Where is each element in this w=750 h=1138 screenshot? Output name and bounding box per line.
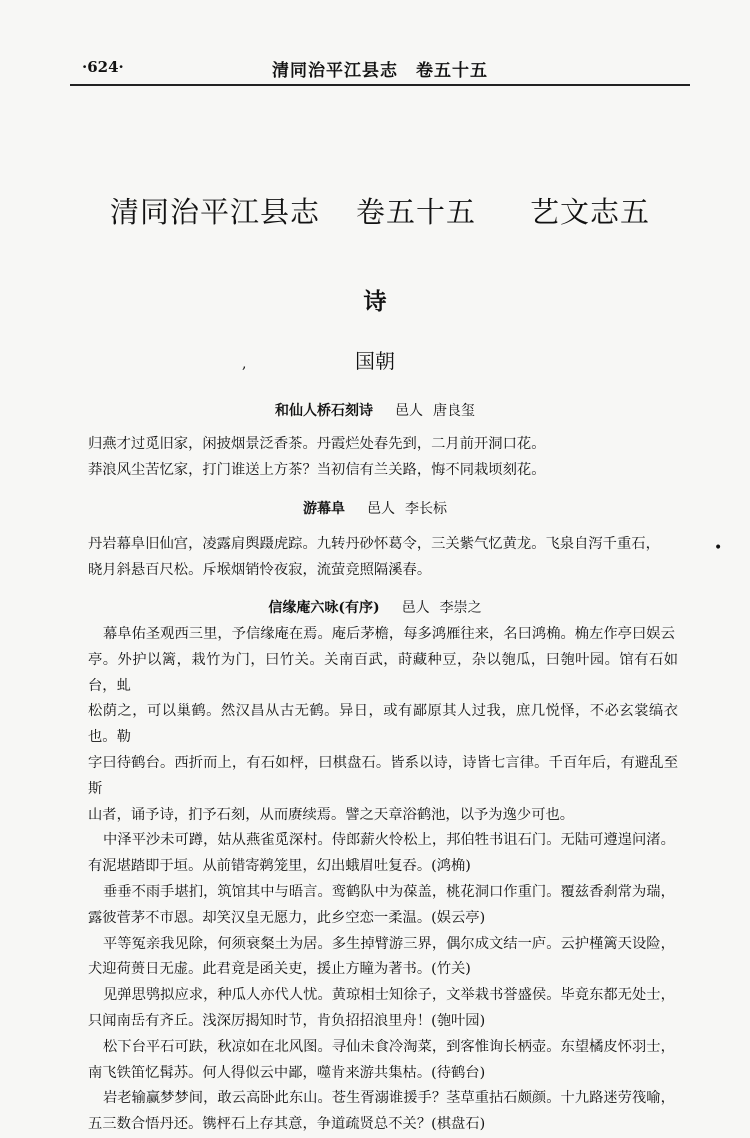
poem-line: 归燕才过觅旧家，闲披烟景泛香茶。丹霞烂处春先到，二月前开洞口花。 [88, 436, 546, 452]
poem-line: 丹岩幕阜旧仙宫，凌露肩舆蹑虎踪。九转丹砂怀葛令，三关紫气忆黄龙。飞泉自泻千重石， [88, 536, 660, 552]
poem-line: 晓月斜悬百尺松。斥堠烟销怜夜寂，流萤竞照隔溪春。 [88, 562, 432, 578]
verse-line: 松下台平石可趺，秋凉如在北风图。寻仙未食冷淘菜，到客惟询长柄壶。东望橘皮怀羽士， [103, 1038, 675, 1055]
verse-line: 有泥堪踏即于垣。从前错寄鹈笼里，幻出蛾眉吐复吞。(鸿桷) [88, 858, 471, 875]
verse-line: 平等冤亲我见除，何须衰粲土为居。多生掉臂游三界，偶尔成文结一庐。云护槿篱天设险， [103, 935, 675, 952]
poem-heading [0, 597, 750, 617]
poem-author: 唐良玺 [433, 403, 475, 419]
poem-origin: 邑人 [395, 403, 423, 419]
category-title: 艺文志五 [530, 195, 651, 229]
poem-preface [88, 622, 678, 828]
poem-body [88, 431, 678, 483]
verse-line: 五三数合悟丹还。镌枰石上存其意，争道疏贤总不关？(棋盘石) [88, 1116, 486, 1133]
verse [88, 983, 678, 1035]
verse [88, 828, 678, 880]
verse [88, 1086, 678, 1138]
poem-title: 和仙人桥石刻诗 [275, 403, 373, 419]
poem-author: 李长标 [405, 501, 447, 517]
poem-line: 莽浪风尘苦忆家，打门谁送上方茶？当初信有兰关路，悔不同栽顷刻花。 [88, 462, 546, 478]
poem-origin: 邑人 [401, 600, 430, 616]
verse [88, 932, 678, 984]
preface-line: 幕阜佑圣观西三里，予信缘庵在焉。庵后茅檐，每多鸿雁往来，名曰鸿桷。桷左作亭曰娱云 [103, 626, 675, 642]
running-title: 清同治平江县志 卷五十五 [272, 61, 488, 81]
poem-heading [0, 498, 750, 518]
verse-line: 中泽平沙未可蹲，姑从燕雀觅深村。侍郎薪火怜松上，邦伯牲书诅石门。无陆可遵遑问渚。 [103, 832, 675, 849]
verse-line: 露彼菅茅不市恩。却笑汉皇无愿力，此乡空恋一柔温。(娱云亭) [88, 909, 486, 926]
preface-line: 山者，诵予诗，扪予石刻，从而赓续焉。譬之天章浴鹤池，以予为逸少可也。 [88, 806, 575, 823]
verse-line: 南飞铁笛忆髯苏。何人得似云中鄙，噬肯来游共集枯。(待鹤台) [88, 1064, 486, 1081]
verse [88, 1035, 678, 1087]
poem-heading [0, 400, 750, 420]
book-title: 清同治平江县志 [109, 195, 320, 229]
preface-line: 字曰待鹤台。西折而上，有石如枰，曰棋盘石。皆系以诗，诗皆七言律。千百年后，有避乱至斯 [88, 754, 678, 797]
preface-line: 松荫之，可以巢鹤。然汉昌从古无鹤。异日，或有鄙原其人过我，庶几悦怿，不必玄裳缟衣也。勒 [88, 703, 678, 746]
stray-mark: , [242, 356, 247, 372]
preface-line: 亭。外护以篱，栽竹为门，曰竹关。关南百武，莳藏种豆，杂以匏瓜，曰匏叶园。馆有石如台，虬 [88, 651, 678, 694]
poem-origin: 邑人 [367, 501, 395, 517]
verse-line: 垂垂不雨手堪扪，筑馆其中与晤言。鸾鹤队中为葆盖，桃花洞口作重门。覆兹香刹常为瑞， [103, 883, 675, 900]
verse-line: 岩老输赢梦梦间，敢云高卧此东山。苍生胥溺谁援手？茎草重拈石颇颜。十九路迷劳筏喻， [103, 1090, 675, 1107]
poem-title: 游幕阜 [303, 501, 345, 517]
poem-body [88, 622, 678, 1138]
running-header [70, 52, 690, 86]
poem-author: 李崇之 [439, 600, 482, 616]
poem-title: 信缘庵六咏(有序) [268, 600, 380, 616]
verse-line: 只闻南岳有齐丘。浅深厉揭知时节，肯负招招浪里舟！(匏叶园) [88, 1012, 486, 1029]
verse-line: 犬迎荷蒉日无虚。此君竟是函关吏，援止方瞳为著书。(竹关) [88, 961, 471, 978]
section-title: 诗 [363, 288, 387, 315]
verse [88, 880, 678, 932]
poem-body [88, 531, 678, 583]
volume-title: 卷五十五 [355, 195, 476, 229]
margin-dot: • [714, 540, 723, 556]
verse-line: 见弹思鸮拟应求，种瓜人亦代人忧。黄琼相士知徐子，文举栽书誉盛侯。毕竟东都无处士， [103, 987, 675, 1004]
page-number: ·624· [82, 58, 124, 76]
main-title [70, 190, 690, 231]
subsection-title: 国朝 [355, 349, 395, 373]
